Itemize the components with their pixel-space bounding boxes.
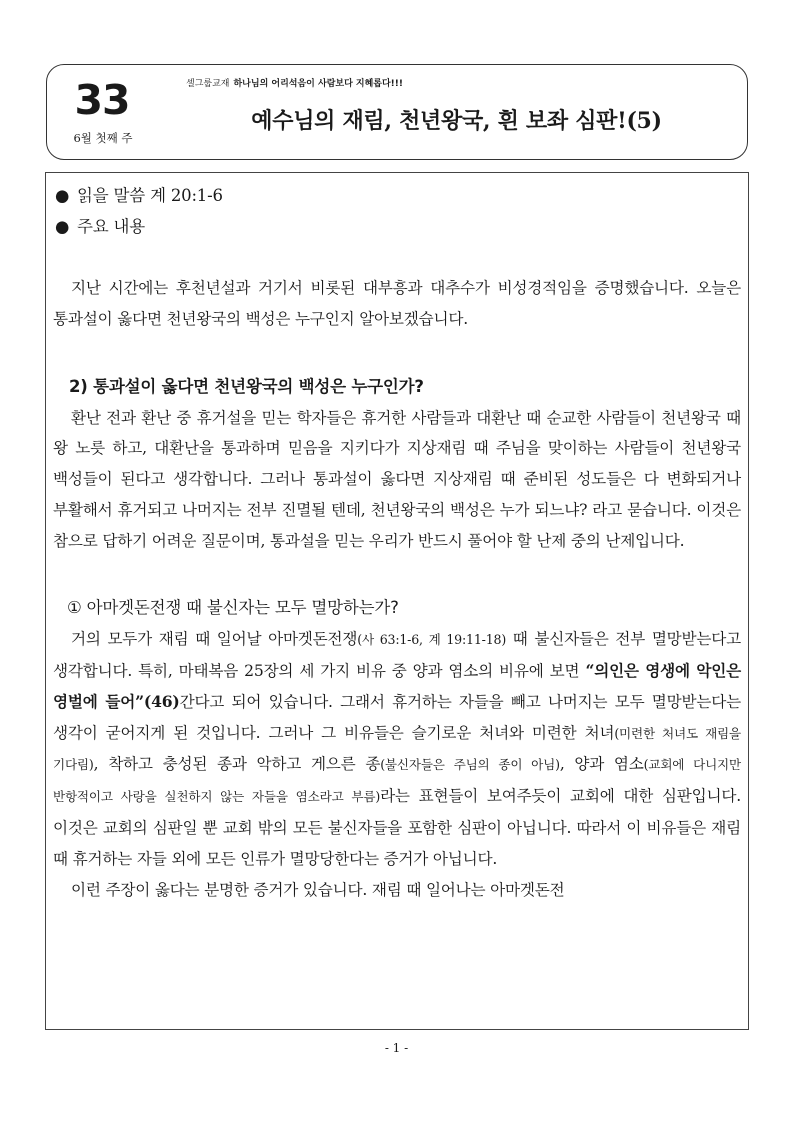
note: (교회에 다니지만 반항적이고 사랑을 실천하지 않는 자들을 염소라고 부름) [53, 757, 741, 805]
summary-bullet [53, 212, 741, 243]
series-label: 셀그룹교재 [186, 79, 230, 89]
text-run: 간다고 되어 있습니다. 그래서 휴거하는 자들을 빼고 나머지는 모두 멸망받는다는 생각이 굳어지게 된 것입니다. 그러나 그 비유들은 슬기로운 처녀와 미련한 처녀 [53, 692, 741, 742]
bullet-dot-icon: ● [55, 186, 70, 205]
subsection-heading: ① 아마겟돈전쟁 때 불신자는 모두 멸망하는가? [67, 598, 399, 618]
content [53, 181, 741, 905]
summary-label: 주요 내용 [77, 216, 146, 236]
text-run: 거의 모두가 재림 때 일어날 아마겟돈전쟁 [71, 630, 358, 649]
reading-bullet [53, 181, 741, 212]
note: (미련한 처녀도 재림을 기다림) [53, 725, 741, 773]
text-run: 라는 표현들이 보여주듯이 교회에 대한 심판입니다. 이것은 교회의 심판일 뿐 교회 밖의 모든 불신자들을 포함한 심판이 아닙니다. 따라서 이 비유들은 재림 때 휴거하는 자들 외에 모든 인류가 멸망당한다는 증거가 아닙니다. [53, 787, 741, 868]
note: (불신자들은 주님의 종이 아님) [380, 757, 560, 773]
reading-ref: 계 20:1-6 [150, 186, 223, 205]
scripture-quote: “의인은 영생에 악인은 영벌에 들어”(46) [53, 660, 741, 711]
text-run: 때 불신자들은 전부 멸망받는다고 생각합니다. 특히, 마태복음 25장의 세 가지 비유 중 양과 염소의 비유에 보면 [53, 630, 741, 680]
text-run: , 착하고 충성된 종과 악하고 게으른 종 [93, 755, 381, 774]
text-run: , 양과 염소 [559, 755, 644, 774]
armageddon-paragraph [53, 624, 741, 874]
lesson-number: 33 [74, 76, 130, 124]
page-title: 예수님의 재림, 천년왕국, 흰 보좌 심판!(5) [251, 108, 662, 134]
reading-label: 읽을 말씀 [77, 186, 146, 205]
scripture-ref: (사 63:1-6, 계 19:11-18) [357, 632, 507, 648]
section-heading: 2) 통과설이 옳다면 천년왕국의 백성은 누구인가? [69, 376, 424, 396]
series-line [186, 78, 403, 90]
week-label: 6월 첫째 주 [73, 131, 133, 145]
bullet-dot-icon: ● [55, 216, 70, 236]
closing-paragraph: 이런 주장이 옳다는 분명한 증거가 있습니다. 재림 때 일어나는 아마겟돈전 [71, 880, 565, 899]
intro-paragraph: 지난 시간에는 후천년설과 거기서 비롯된 대부흥과 대추수가 비성경적임을 증명했습니다. 오늘은 통과설이 옳다면 천년왕국의 백성은 누구인지 알아보겠습니다. [53, 279, 741, 329]
section-paragraph: 환난 전과 환난 중 휴거설을 믿는 학자들은 휴거한 사람들과 대환난 때 순교한 사람들이 천년왕국 때 왕 노릇 하고, 대환난을 통과하며 믿음을 지키다가 지상재림 때 주님을 맞이하는 사람들이 천년왕국 백성들이 된다고 생각합니다. 그러나 통과설이 옳다면 지상재림 때 준비된 성도들은 다 변화되거나 부활해서 휴거되고 나머지는 전부 진멸될 텐데, 천년왕국의 백성은 누가 되느냐? 라고 묻습니다. 이것은 참으로 답하기 어려운 질문이며, 통과설을 믿는 우리가 반드시 풀어야 할 난제 중의 난제입니다. [53, 408, 741, 550]
series-motto: 하나님의 어리석음이 사람보다 지혜롭다!!! [233, 79, 403, 89]
page-number: - 1 - [384, 1041, 409, 1055]
